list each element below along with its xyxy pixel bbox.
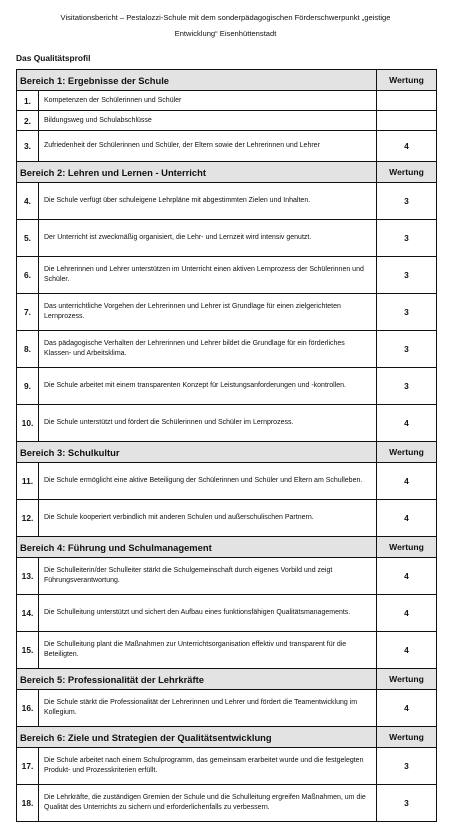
item-number: 10.: [17, 405, 39, 442]
section-header: [17, 162, 437, 183]
item-rating: 3: [377, 257, 437, 294]
table-row: [17, 294, 437, 331]
item-text: Die Lehrerinnen und Lehrer unterstützen im Unterricht einen aktiven Lernprozess der Schülerinnen und Schüler.: [39, 257, 377, 294]
section-title: Bereich 1: Ergebnisse der Schule: [17, 70, 377, 91]
item-rating: 4: [377, 595, 437, 632]
table-row: [17, 785, 437, 822]
section-header: [17, 669, 437, 690]
item-rating: 4: [377, 405, 437, 442]
item-number: 5.: [17, 220, 39, 257]
table-row: [17, 257, 437, 294]
section-title: Bereich 6: Ziele und Strategien der Qualitätsentwicklung: [17, 727, 377, 748]
item-number: 13.: [17, 558, 39, 595]
item-text: Die Schule arbeitet mit einem transparenten Konzept für Leistungsanforderungen und -kontrollen.: [39, 368, 377, 405]
item-rating: 3: [377, 220, 437, 257]
item-number: 2.: [17, 111, 39, 131]
item-number: 1.: [17, 91, 39, 111]
item-rating: 4: [377, 463, 437, 500]
table-row: [17, 405, 437, 442]
header-line-2: Entwicklung“ Eisenhüttenstadt: [174, 29, 277, 38]
item-text: Der Unterricht ist zweckmäßig organisiert, die Lehr- und Lernzeit wird intensiv genutzt.: [39, 220, 377, 257]
item-rating: 4: [377, 500, 437, 537]
table-row: [17, 632, 437, 669]
table-row: [17, 111, 437, 131]
item-text: Bildungsweg und Schulabschlüsse: [39, 111, 377, 131]
item-text: Die Schule arbeitet nach einem Schulprogramm, das gemeinsam erarbeitet wurde und die festgelegten Produkt- und Prozesskriterien erfüllt.: [39, 748, 377, 785]
table-row: [17, 131, 437, 162]
item-rating: [377, 111, 437, 131]
item-text: Die Lehrkräfte, die zuständigen Gremien der Schule und die Schulleitung ergreifen Maßnahmen, um die Qualität des Unterrichts zu sichern und erforderlichenfalls zu verbessern.: [39, 785, 377, 822]
section-title: Bereich 5: Professionalität der Lehrkräfte: [17, 669, 377, 690]
item-text: Die Schule verfügt über schuleigene Lehrpläne mit abgestimmten Zielen und Inhalten.: [39, 183, 377, 220]
rating-header: Wertung: [377, 70, 437, 91]
item-rating: 3: [377, 368, 437, 405]
rating-header: Wertung: [377, 727, 437, 748]
section-header: [17, 727, 437, 748]
item-text: Das unterrichtliche Vorgehen der Lehrerinnen und Lehrer ist Grundlage für einen zielgerichteten Lernprozess.: [39, 294, 377, 331]
rating-header: Wertung: [377, 537, 437, 558]
table-row: [17, 183, 437, 220]
section-header: [17, 442, 437, 463]
item-number: 12.: [17, 500, 39, 537]
item-number: 15.: [17, 632, 39, 669]
section-title: Bereich 4: Führung und Schulmanagement: [17, 537, 377, 558]
item-number: 11.: [17, 463, 39, 500]
item-rating: 3: [377, 785, 437, 822]
table-row: [17, 463, 437, 500]
item-number: 18.: [17, 785, 39, 822]
item-rating: 3: [377, 183, 437, 220]
item-rating: [377, 91, 437, 111]
item-text: Die Schulleitung unterstützt und sichert den Aufbau eines funktionsfähigen Qualitätsmanagements.: [39, 595, 377, 632]
item-rating: 4: [377, 131, 437, 162]
item-number: 17.: [17, 748, 39, 785]
item-number: 16.: [17, 690, 39, 727]
section-header: [17, 537, 437, 558]
item-text: Die Schule unterstützt und fördert die Schülerinnen und Schüler im Lernprozess.: [39, 405, 377, 442]
item-number: 8.: [17, 331, 39, 368]
rating-header: Wertung: [377, 669, 437, 690]
item-rating: 4: [377, 632, 437, 669]
item-text: Die Schulleiterin/der Schulleiter stärkt die Schulgemeinschaft durch eigenes Vorbild und zeigt Führungsverantwortung.: [39, 558, 377, 595]
item-rating: 3: [377, 331, 437, 368]
item-text: Kompetenzen der Schülerinnen und Schüler: [39, 91, 377, 111]
section-title: Bereich 3: Schulkultur: [17, 442, 377, 463]
item-number: 6.: [17, 257, 39, 294]
section-title: Bereich 2: Lehren und Lernen - Unterricht: [17, 162, 377, 183]
item-rating: 3: [377, 294, 437, 331]
table-row: [17, 748, 437, 785]
item-number: 14.: [17, 595, 39, 632]
section-header: [17, 70, 437, 91]
table-row: [17, 690, 437, 727]
table-row: [17, 91, 437, 111]
item-text: Die Schule kooperiert verbindlich mit anderen Schulen und außerschulischen Partnern.: [39, 500, 377, 537]
table-row: [17, 500, 437, 537]
table-row: [17, 220, 437, 257]
rating-header: Wertung: [377, 162, 437, 183]
document-header: [8, 10, 443, 42]
item-text: Die Schule ermöglicht eine aktive Beteiligung der Schülerinnen und Schüler und Eltern am Schulleben.: [39, 463, 377, 500]
table-row: [17, 331, 437, 368]
profile-title: Das Qualitätsprofil: [16, 53, 91, 63]
item-number: 3.: [17, 131, 39, 162]
table-row: [17, 595, 437, 632]
item-rating: 4: [377, 558, 437, 595]
item-text: Zufriedenheit der Schülerinnen und Schüler, der Eltern sowie der Lehrerinnen und Lehrer: [39, 131, 377, 162]
quality-profile-table: [16, 69, 437, 822]
item-text: Die Schule stärkt die Professionalität der Lehrerinnen und Lehrer und fördert die Teamentwicklung im Kollegium.: [39, 690, 377, 727]
header-line-1: Visitationsbericht – Pestalozzi-Schule mit dem sonderpädagogischen Förderschwerpunkt „geistige: [60, 13, 391, 22]
item-number: 7.: [17, 294, 39, 331]
item-text: Das pädagogische Verhalten der Lehrerinnen und Lehrer bildet die Grundlage für ein förderliches Klassen- und Arbeitsklima.: [39, 331, 377, 368]
item-rating: 3: [377, 748, 437, 785]
item-number: 4.: [17, 183, 39, 220]
item-number: 9.: [17, 368, 39, 405]
item-text: Die Schulleitung plant die Maßnahmen zur Unterrichtsorganisation effektiv und transparent für die Beteiligten.: [39, 632, 377, 669]
rating-header: Wertung: [377, 442, 437, 463]
table-row: [17, 558, 437, 595]
table-row: [17, 368, 437, 405]
item-rating: 4: [377, 690, 437, 727]
